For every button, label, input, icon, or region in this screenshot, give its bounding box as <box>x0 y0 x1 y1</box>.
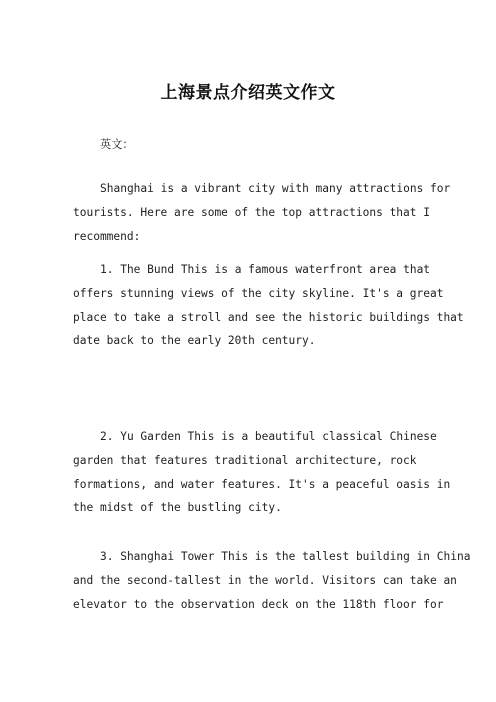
section-label-block <box>73 133 425 157</box>
paragraph-the-bund <box>73 258 464 353</box>
paragraph-intro <box>73 177 451 248</box>
paragraph-line: 3. Shanghai Tower This is the tallest building in China <box>100 550 471 563</box>
paragraph-line: offers stunning views of the city skyline. It's a great <box>73 286 444 300</box>
paragraph-yu-garden <box>73 425 451 520</box>
paragraph-line: place to take a stroll and see the historic buildings that <box>73 310 464 324</box>
paragraph-line: 2. Yu Garden This is a beautiful classical Chinese <box>100 430 437 443</box>
paragraph-line: and the second-tallest in the world. Visitors can take an <box>73 573 457 587</box>
paragraph-line: 1. The Bund This is a famous waterfront area that <box>100 263 431 276</box>
paragraph-line: date back to the early 20th century. <box>73 334 316 348</box>
paragraph-line: formations, and water features. It's a peaceful oasis in <box>73 477 451 491</box>
section-label: 英文： <box>100 138 134 151</box>
paragraph-line: tourists. Here are some of the top attractions that I <box>73 205 430 219</box>
paragraph-line: Shanghai is a vibrant city with many attractions for <box>100 182 451 195</box>
paragraph-line: the midst of the bustling city. <box>73 501 282 515</box>
paragraph-line: recommend: <box>73 229 141 243</box>
document-title: 上海景点介绍英文作文 <box>160 83 336 103</box>
paragraph-shanghai-tower <box>73 545 471 616</box>
paragraph-line: garden that features traditional architecture, rock <box>73 453 417 467</box>
paragraph-line: elevator to the observation deck on the 118th floor for <box>73 597 444 611</box>
